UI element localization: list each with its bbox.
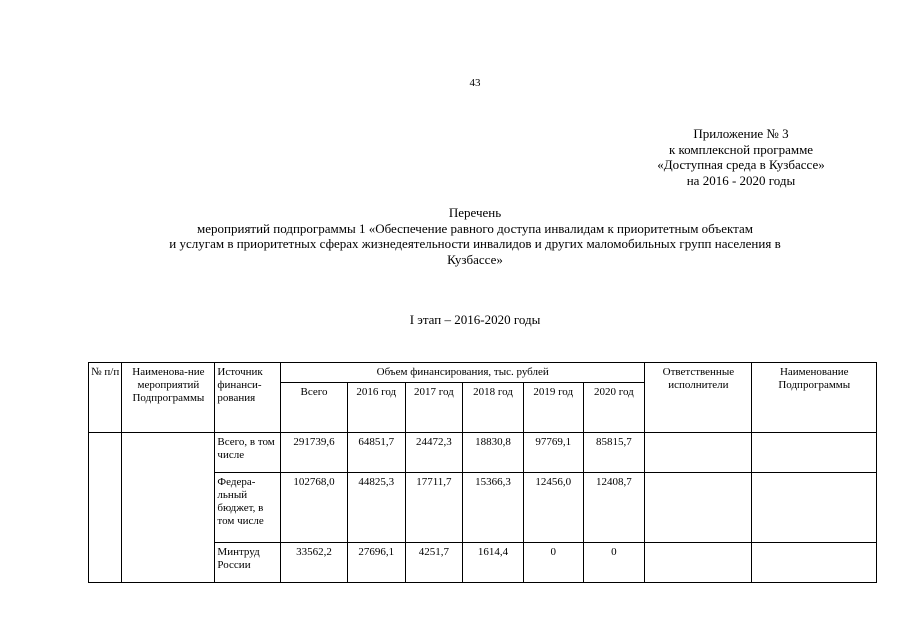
cell-subprogram xyxy=(752,543,877,583)
title-line: Перечень xyxy=(448,205,502,220)
title-line: Кузбассе» xyxy=(447,251,503,267)
cell-value: 15366,3 xyxy=(463,473,524,543)
cell-value: 0 xyxy=(583,543,645,583)
header-year: 2020 год xyxy=(583,383,645,433)
cell-responsible xyxy=(645,433,752,473)
cell-source: Всего, в том числе xyxy=(215,433,281,473)
header-year: 2018 год xyxy=(463,383,524,433)
title-line: мероприятий подпрограммы 1 «Обеспечение равного доступа инвалидам к приоритетным объектам xyxy=(197,220,753,236)
appendix-header xyxy=(596,126,886,188)
cell-value: 64851,7 xyxy=(347,433,405,473)
cell-value: 12456,0 xyxy=(523,473,583,543)
cell-responsible xyxy=(645,543,752,583)
cell-value: 17711,7 xyxy=(405,473,463,543)
appendix-line: «Доступная среда в Кузбассе» xyxy=(657,157,825,172)
appendix-line: Приложение № 3 xyxy=(693,126,789,141)
cell-name xyxy=(122,433,215,583)
cell-num xyxy=(89,433,122,583)
header-total: Всего xyxy=(281,383,348,433)
cell-value: 97769,1 xyxy=(523,433,583,473)
document-title xyxy=(0,205,905,267)
cell-source: Федера-льный бюджет, в том числе xyxy=(215,473,281,543)
header-year: 2019 год xyxy=(523,383,583,433)
header-row xyxy=(89,363,877,383)
header-year: 2017 год xyxy=(405,383,463,433)
cell-responsible xyxy=(645,473,752,543)
cell-value: 24472,3 xyxy=(405,433,463,473)
appendix-line: к комплексной программе xyxy=(668,141,814,157)
page-number: 43 xyxy=(469,77,481,89)
cell-subprogram xyxy=(752,473,877,543)
cell-total: 102768,0 xyxy=(281,473,348,543)
cell-source: Минтруд России xyxy=(215,543,281,583)
cell-total: 291739,6 xyxy=(281,433,348,473)
cell-value: 12408,7 xyxy=(583,473,645,543)
header-source: Источник финанси-рования xyxy=(215,363,281,433)
stage-heading: I этап – 2016-2020 годы xyxy=(409,312,541,327)
cell-subprogram xyxy=(752,433,877,473)
cell-value: 4251,7 xyxy=(405,543,463,583)
cell-value: 0 xyxy=(523,543,583,583)
header-num: № п/п xyxy=(89,363,122,433)
cell-value: 1614,4 xyxy=(463,543,524,583)
header-subprogram: Наименование Подпрограммы xyxy=(752,363,877,433)
funding-table xyxy=(88,362,877,583)
cell-total: 33562,2 xyxy=(281,543,348,583)
appendix-line: на 2016 - 2020 годы xyxy=(686,172,796,188)
cell-value: 85815,7 xyxy=(583,433,645,473)
title-line: и услугам в приоритетных сферах жизнедеятельности инвалидов и других маломобильных групп населения в xyxy=(169,236,781,251)
table-row xyxy=(89,433,877,473)
cell-value: 27696,1 xyxy=(347,543,405,583)
header-name: Наименова-ние мероприятий Подпрограммы xyxy=(122,363,215,433)
header-volume: Объем финансирования, тыс. рублей xyxy=(281,363,645,383)
cell-value: 18830,8 xyxy=(463,433,524,473)
cell-value: 44825,3 xyxy=(347,473,405,543)
header-responsible: Ответственные исполнители xyxy=(645,363,752,433)
header-year: 2016 год xyxy=(347,383,405,433)
